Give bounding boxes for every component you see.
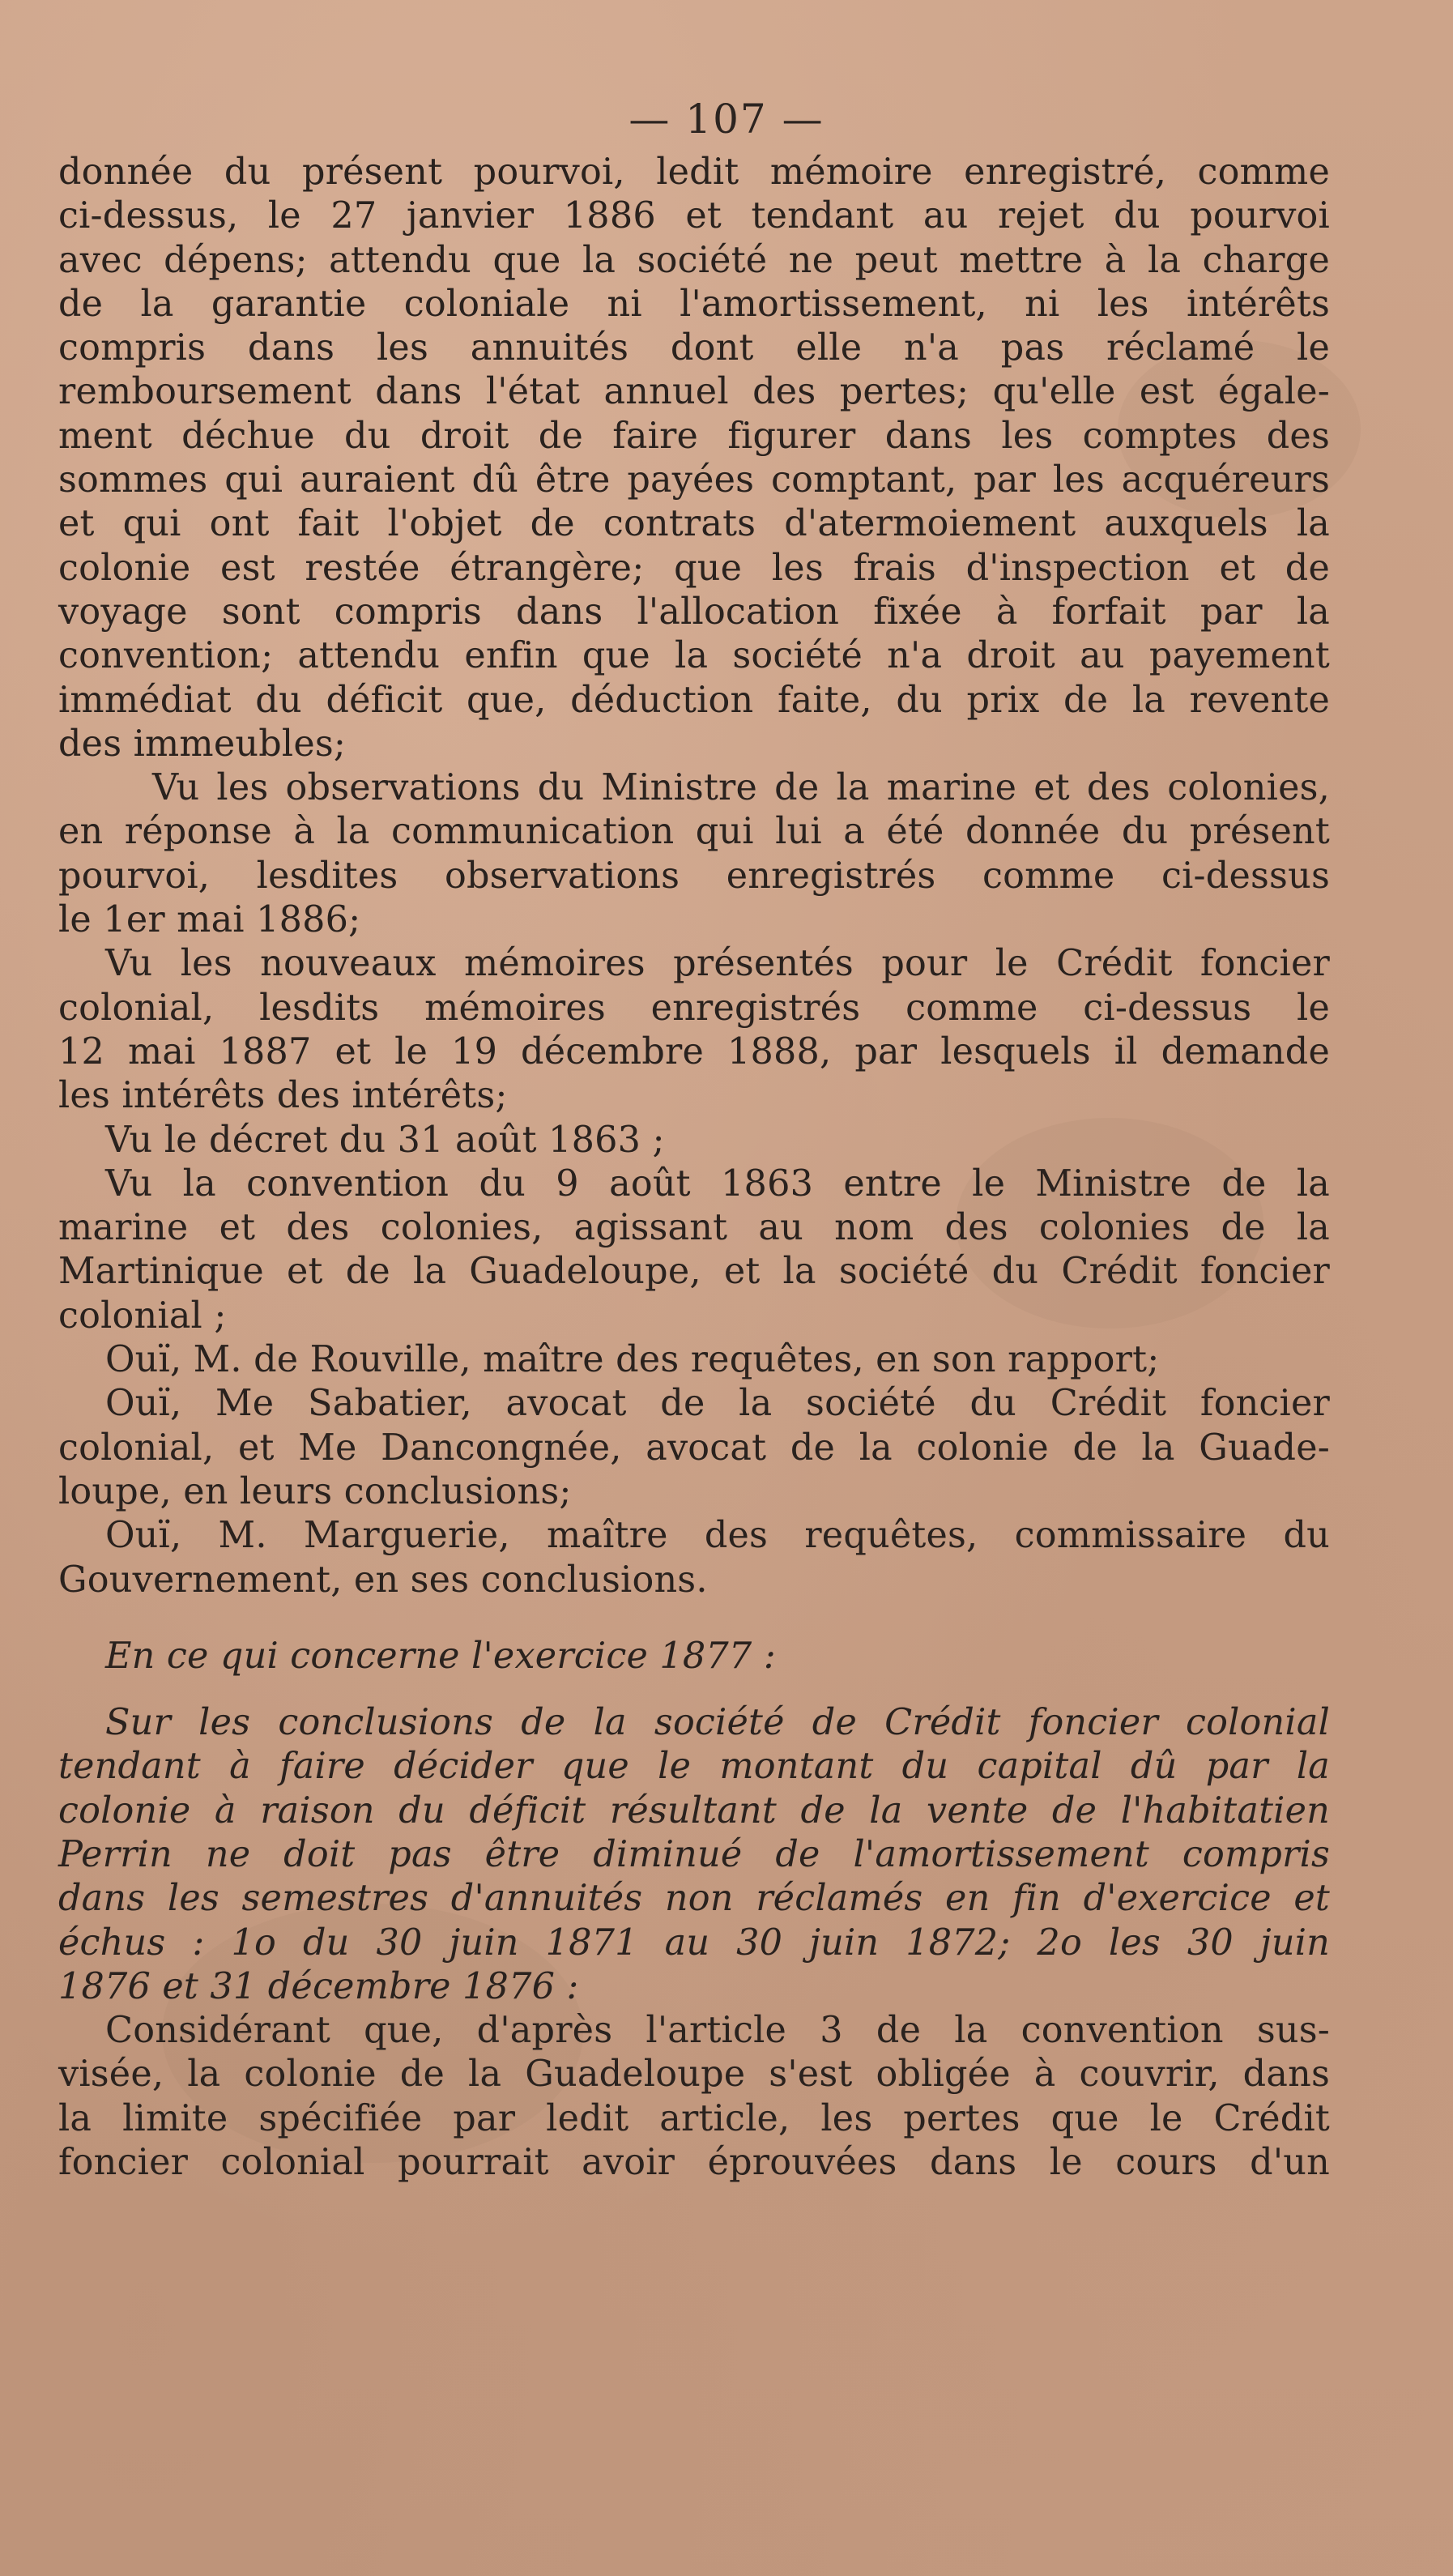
paragraph-commissaire [58,1514,1330,1602]
text-line: des immeubles; [58,723,347,765]
text-line: loupe, en leurs conclusions; [58,1470,572,1512]
text-line: Vu les observations du Ministre de la marine et des colonies, [152,767,1330,809]
text-line: les intérêts des intérêts; [58,1075,508,1117]
text-line: Sur les conclusions de la société de Crédit foncier colonial [105,1702,1330,1744]
paragraph-pourvoi-memoire [58,151,1330,766]
text-line: 1876 et 31 décembre 1876 : [58,1965,579,2007]
text-line: colonie à raison du déficit résultant de la vente de l'habitatien [58,1789,1330,1832]
text-line: la limite spécifiée par ledit article, les pertes que le Crédit [58,2097,1330,2139]
text-line: de la garantie coloniale ni l'amortissement, ni les intérêts [58,283,1330,325]
text-line: colonial, lesdits mémoires enregistrés comme ci-dessus le [58,987,1330,1029]
paragraph-observations-ministre [58,766,1330,942]
text-line: avec dépens; attendu que la société ne peut mettre à la charge [58,239,1330,281]
text-line: En ce qui concerne l'exercice 1877 : [105,1635,776,1677]
paragraph-convention [58,1162,1330,1338]
text-line: tendant à faire décider que le montant du capital dû par la [58,1746,1330,1788]
paragraph-considerant [58,2009,1330,2185]
text-line: donnée du présent pourvoi, ledit mémoire enregistré, comme [58,151,1330,193]
text-line: Martinique et de la Guadeloupe, et la société du Crédit foncier [58,1251,1330,1293]
paragraph-avocats [58,1382,1330,1514]
text-line: échus : 1o du 30 juin 1871 au 30 juin 1872; 2o les 30 juin [58,1921,1330,1964]
text-line: foncier colonial pourrait avoir éprouvées dans le cours d'un [58,2142,1330,2184]
text-line: pourvoi, lesdites observations enregistrés comme ci-dessus [58,855,1330,897]
paragraph-conclusions-credit-foncier [58,1701,1330,2009]
text-line: Perrin ne doit pas être diminué de l'amortissement compris [58,1833,1330,1875]
text-line: sommes qui auraient dû être payées comptant, par les acquéreurs [58,459,1330,501]
text-line: dans les semestres d'annuités non réclamés en fin d'exercice et [58,1878,1330,1920]
text-line: Vu la convention du 9 août 1863 entre le Ministre de la [105,1162,1330,1205]
text-line: en réponse à la communication qui lui a été donnée du présent [58,811,1330,853]
text-line: visée, la colonie de la Guadeloupe s'est obligée à couvrir, dans [58,2054,1330,2096]
text-line: colonial, et Me Dancongnée, avocat de la colonie de la Guade- [58,1427,1330,1469]
text-line: le 1er mai 1886; [58,899,361,941]
text-line: ci-dessus, le 27 janvier 1886 et tendant au rejet du pourvoi [58,195,1330,237]
text-line: et qui ont fait l'objet de contrats d'atermoiement auxquels la [58,503,1330,545]
body-text [58,151,1330,2185]
text-line: marine et des colonies, agissant au nom des colonies de la [58,1207,1330,1249]
text-line: Considérant que, d'après l'article 3 de la convention sus- [105,2010,1330,2052]
text-line: Vu les nouveaux mémoires présentés pour le Crédit foncier [105,943,1330,985]
section-heading-exercice [58,1635,1330,1678]
text-line: Ouï, Me Sabatier, avocat de la société du Crédit foncier [105,1383,1330,1425]
text-line: Ouï, M. de Rouville, maître des requêtes, en son rapport; [105,1339,1160,1381]
paragraph-rapport [58,1338,1330,1382]
paragraph-nouveaux-memoires [58,942,1330,1118]
text-line: 12 mai 1887 et le 19 décembre 1888, par lesquels il demande [58,1030,1330,1073]
text-line: ment déchue du droit de faire figurer dans les comptes des [58,415,1330,457]
text-line: colonial ; [58,1294,227,1337]
text-line: colonie est restée étrangère; que les frais d'inspection et de [58,547,1330,589]
text-line: Gouvernement, en ses conclusions. [58,1559,708,1601]
text-line: remboursement dans l'état annuel des pertes; qu'elle est égale- [58,371,1330,413]
text-line: compris dans les annuités dont elle n'a pas réclamé le [58,327,1330,369]
page-number: — 107 — [628,96,825,143]
text-line: voyage sont compris dans l'allocation fixée à forfait par la [58,591,1330,633]
text-line: Vu le décret du 31 août 1863 ; [105,1119,665,1161]
text-line: convention; attendu enfin que la société n'a droit au payement [58,635,1330,677]
text-line: immédiat du déficit que, déduction faite, du prix de la revente [58,679,1330,721]
text-line: Ouï, M. Marguerie, maître des requêtes, commissaire du [105,1515,1330,1557]
paragraph-decret [58,1119,1330,1162]
